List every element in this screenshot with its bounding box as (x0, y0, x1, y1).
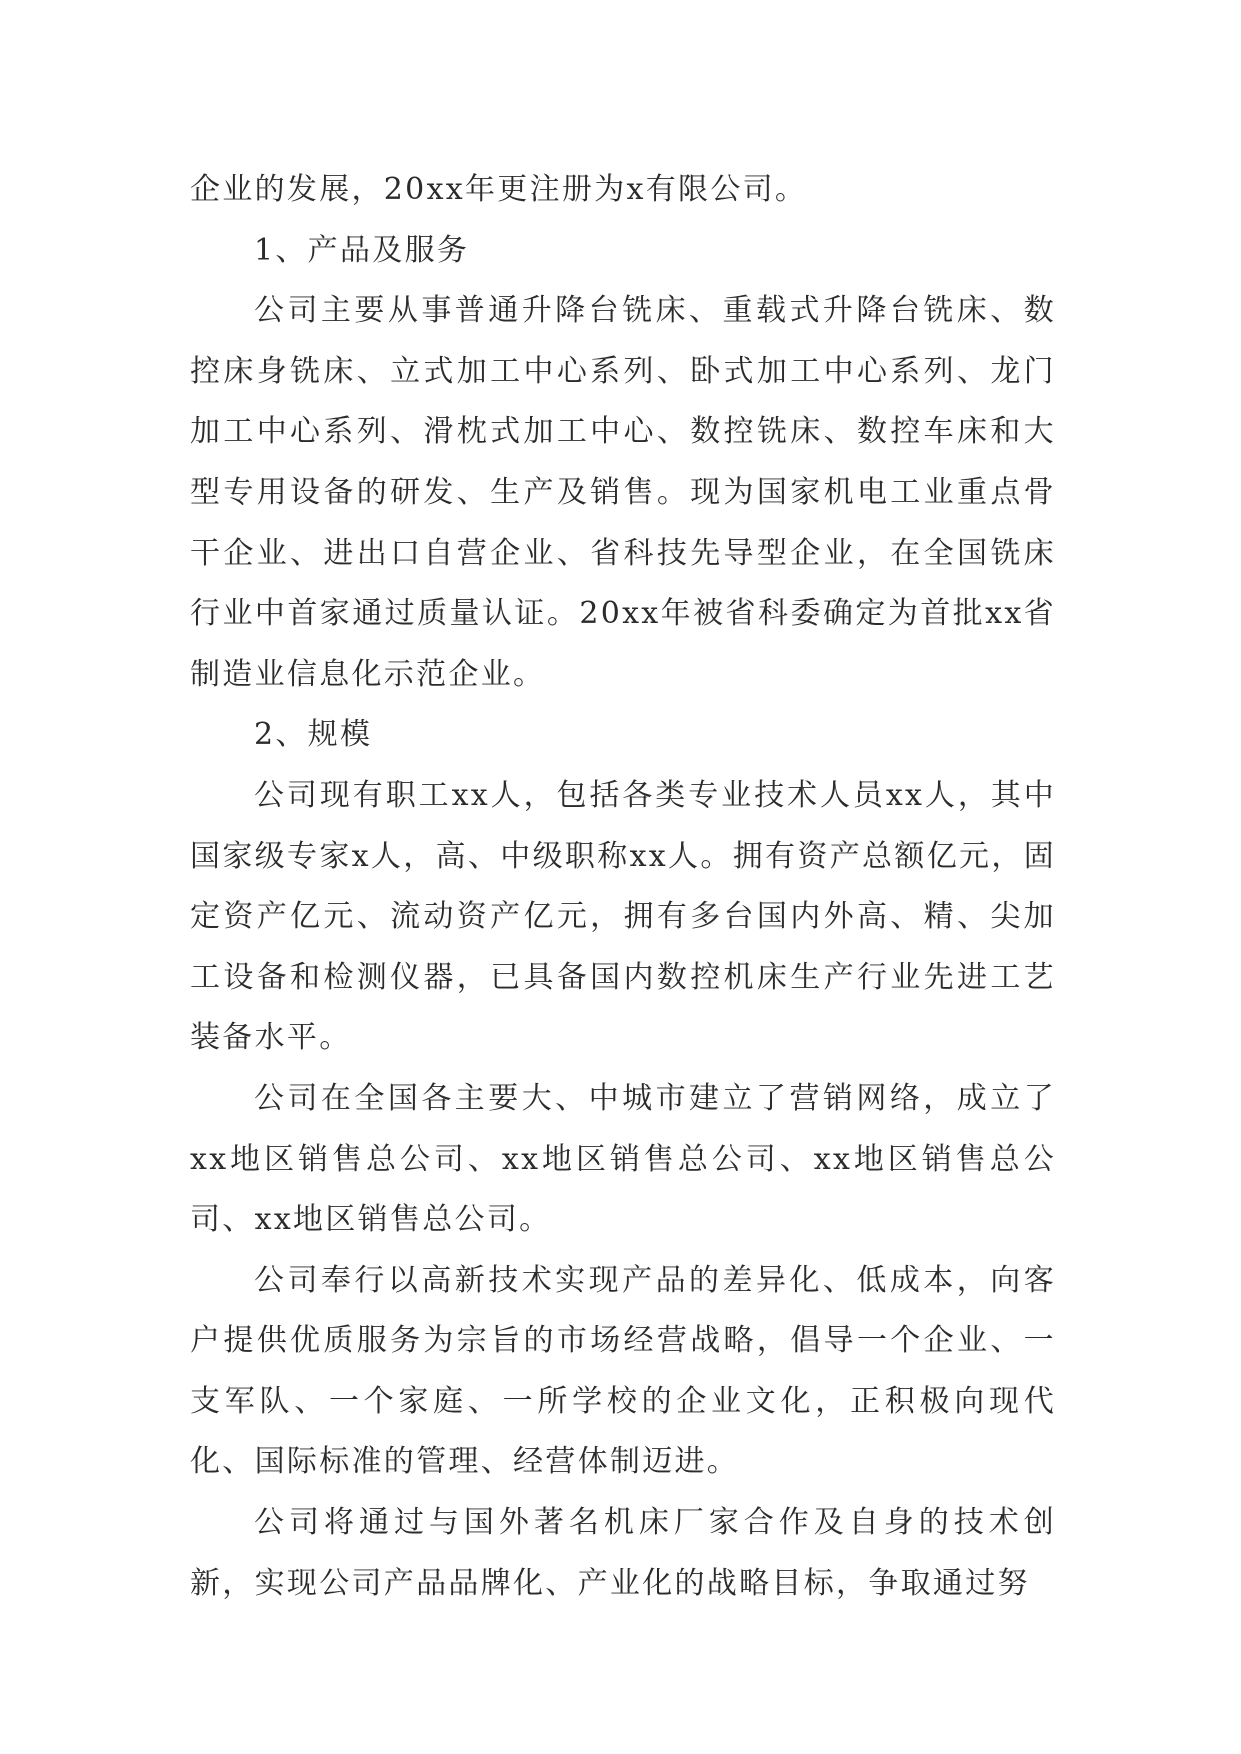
paragraph-scale-description: 公司现有职工xx人，包括各类专业技术人员xx人，其中国家级专家x人，高、中级职称xx人。拥有资产总额亿元，固定资产亿元、流动资产亿元，拥有多台国内外高、精、尖加工设备和检测仪器，已具备国内数控机床生产行业先进工艺装备水平。 (190, 777, 1056, 1056)
heading-scale: 2、规模 (254, 717, 373, 753)
heading-products-services: 1、产品及服务 (254, 232, 470, 268)
paragraph-sales-network: 公司在全国各主要大、中城市建立了营销网络，成立了xx地区销售总公司、xx地区销售总公司、xx地区销售总公司、xx地区销售总公司。 (190, 1080, 1056, 1238)
paragraph-company-rename: 企业的发展，20xx年更注册为x有限公司。 (190, 172, 808, 207)
paragraph-strategic-goals: 公司将通过与国外著名机床厂家合作及自身的技术创新，实现公司产品品牌化、产业化的战略目标，争取通过努 (190, 1505, 1056, 1601)
paragraph-business-strategy: 公司奉行以高新技术实现产品的差异化、低成本，向客户提供优质服务为宗旨的市场经营战略，倡导一个企业、一支军队、一个家庭、一所学校的企业文化，正积极向现代化、国际标准的管理、经营体制迈进。 (190, 1262, 1056, 1480)
paragraph-products-description: 公司主要从事普通升降台铣床、重载式升降台铣床、数控床身铣床、立式加工中心系列、卧式加工中心系列、龙门加工中心系列、滑枕式加工中心、数控铣床、数控车床和大型专用设备的研发、生产及销售。现为国家机电工业重点骨干企业、进出口自营企业、省科技先导型企业，在全国铣床行业中首家通过质量认证。20xx年被省科委确定为首批xx省制造业信息化示范企业。 (190, 293, 1056, 692)
document-body (190, 160, 1056, 1614)
